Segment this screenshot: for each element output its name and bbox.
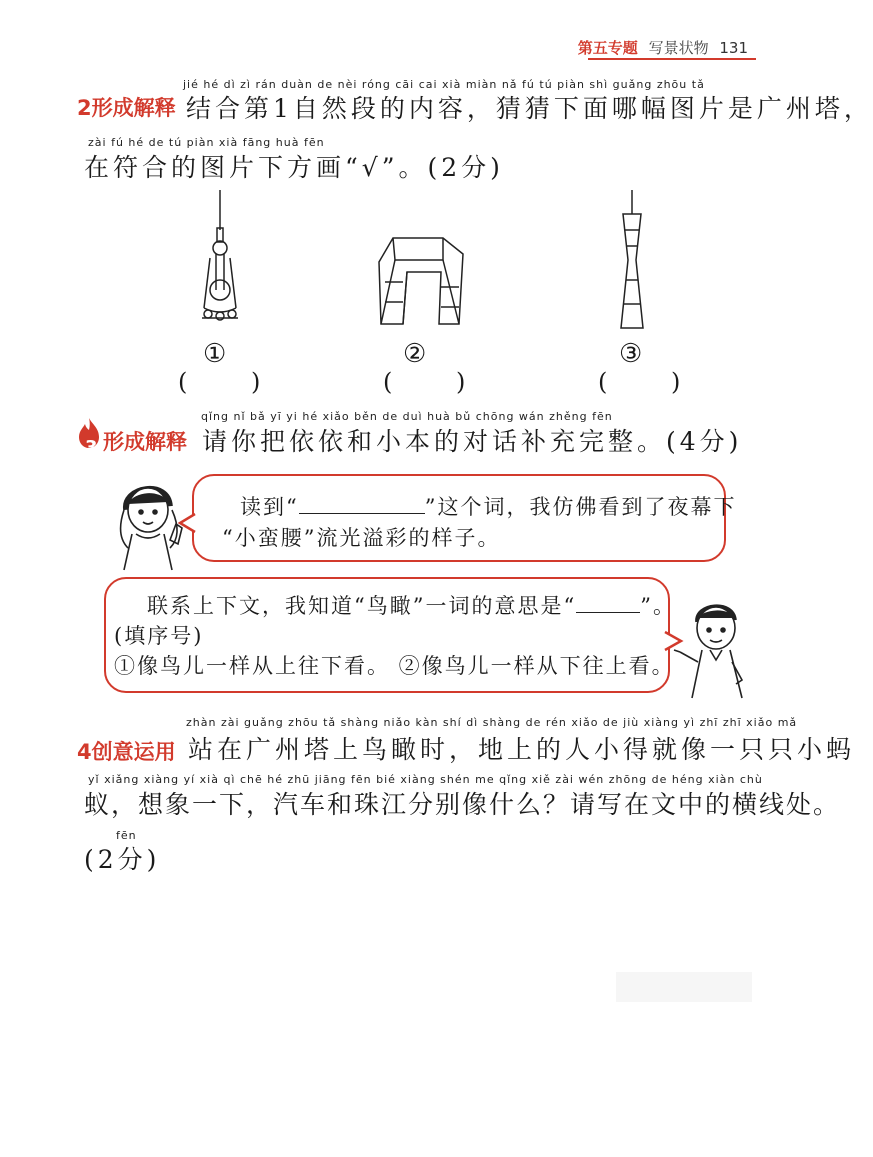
bubble2-line1-before: 联系上下文，我知道“鸟瞰”一词的意思是“ [147, 594, 577, 618]
bubble2-line1-after: ”。 [640, 594, 676, 618]
q4-text-line2: 蚁，想象一下，汽车和珠江分别像什么？请写在文中的横线处。 [84, 790, 841, 819]
faint-mark [616, 972, 752, 1002]
bubble2-line2: (填序号) [114, 624, 204, 648]
answer-blank-number[interactable] [576, 612, 640, 613]
q2-text-line2: 在符合的图片下方画“√”。(2分) [84, 153, 504, 182]
q2-label [77, 92, 176, 122]
bubble1-line2: “小蛮腰”流光溢彩的样子。 [222, 526, 501, 550]
page-number: 131 [719, 39, 748, 57]
q3-pinyin: qǐng nǐ bǎ yī yi hé xiǎo běn de duì huà bǔ chōng wán zhěng fēn [201, 410, 613, 423]
cctv-building-image [373, 232, 469, 328]
q2-pinyin-line2: zài fú hé de tú piàn xià fāng huà fēn [88, 136, 325, 149]
oriental-pearl-tower-image [190, 190, 250, 330]
bubble1-line1 [240, 491, 737, 521]
q4-label [77, 736, 176, 766]
q2-label-text: 形成解释 [91, 96, 176, 120]
canton-tower-image [612, 190, 652, 332]
q4-number: 4 [77, 740, 92, 764]
boy-avatar [672, 598, 758, 698]
option-number-3: ③ [619, 339, 643, 369]
q4-pinyin-line3: fēn [116, 829, 137, 842]
bubble2-line1 [147, 590, 676, 620]
q3-text: 请你把依依和小本的对话补充完整。(4分) [202, 427, 743, 456]
page-header [578, 37, 748, 58]
answer-blank-3[interactable]: ( ) [598, 368, 709, 396]
q4-pinyin-line1: zhàn zài guǎng zhōu tǎ shàng niǎo kàn shí dì shàng de rén xiǎo de jiù xiàng yì zhī zhī xiǎo mǎ [186, 716, 798, 729]
q2-pinyin-line1: jié hé dì zì rán duàn de nèi róng cāi cai xià miàn nǎ fú tú piàn shì guǎng zhōu tǎ [183, 78, 705, 91]
bubble1-line1-before: 读到“ [240, 495, 299, 519]
header-rule [588, 58, 756, 60]
answer-blank-1[interactable]: ( ) [178, 368, 289, 396]
q3-label: 形成解释 [103, 430, 187, 454]
q3-number: 3 [85, 437, 98, 458]
answer-blank-word[interactable] [299, 513, 425, 514]
bubble2-line3: ①像鸟儿一样从上往下看。 ②像鸟儿一样从下往上看。 [114, 654, 675, 678]
option-number-2: ② [403, 339, 427, 369]
q4-pinyin-line2: yǐ xiǎng xiàng yí xià qì chē hé zhū jiāng fēn bié xiàng shén me qǐng xiě zài wén zhōng de héng xiàn chù [88, 773, 763, 786]
q2-text-line1: 结合第1自然段的内容，猜猜下面哪幅图片是广州塔， [186, 94, 873, 123]
q4-text-line3: (2分) [84, 845, 161, 874]
section-subtitle: 写景状物 [648, 39, 709, 57]
answer-blank-2[interactable]: ( ) [383, 368, 494, 396]
bubble1-line1-after: ”这个词，我仿佛看到了夜幕下 [424, 495, 737, 519]
option-number-1: ① [203, 339, 227, 369]
section-title: 第五专题 [577, 39, 638, 57]
q4-text-line1: 站在广州塔上鸟瞰时，地上的人小得就像一只只小蚂 [188, 735, 856, 764]
q2-number: 2 [77, 96, 92, 120]
q4-label-text: 创意运用 [91, 740, 176, 764]
speech-bubble-girl-tail [178, 512, 198, 534]
